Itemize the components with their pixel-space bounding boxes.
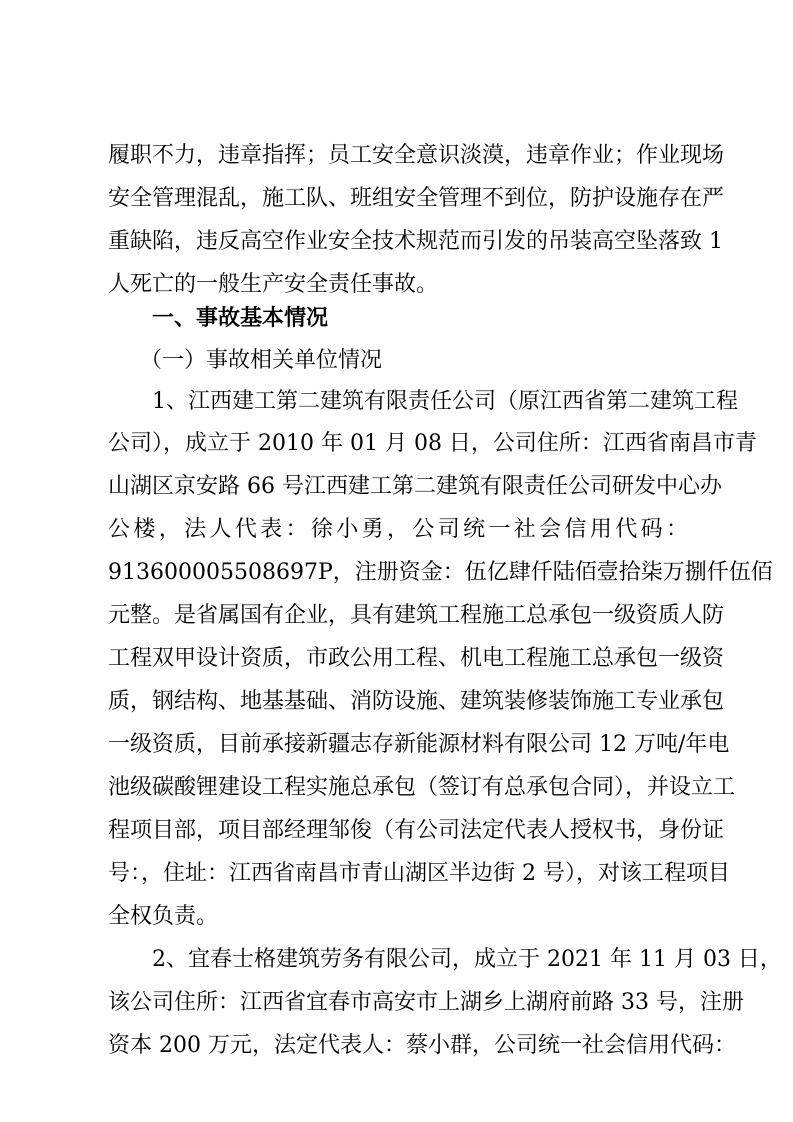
para1-line-7: 工程双甲设计资质，市政公用工程、机电工程施工总承包一级资 xyxy=(108,646,725,671)
para1-line-12: 号：，住址：江西省南昌市青山湖区半边街 2 号），对该工程项目 xyxy=(108,861,730,886)
intro-line-4: 人死亡的一般生产安全责任事故。 xyxy=(108,272,439,297)
para2-line-1: 2、宜春士格建筑劳务有限公司，成立于 2021 年 11 月 03 日， xyxy=(152,947,782,972)
intro-line-1: 履职不力，违章指挥；员工安全意识淡漠，违章作业；作业现场 xyxy=(108,143,725,168)
para1-line-8: 质，钢结构、地基基础、消防设施、建筑装修装饰施工专业承包 xyxy=(108,689,725,714)
section-heading: 一、事故基本情况 xyxy=(152,306,329,331)
intro-line-3: 重缺陷，违反高空作业安全技术规范而引发的吊装高空坠落致 1 xyxy=(108,229,723,254)
para1-line-2: 公司），成立于 2010 年 01 月 08 日，公司住所：江西省南昌市青 xyxy=(108,431,757,456)
para1-line-3: 山湖区京安路 66 号江西建工第二建筑有限责任公司研发中心办 xyxy=(108,474,722,499)
para1-line-9: 一级资质，目前承接新疆志存新能源材料有限公司 12 万吨/年电 xyxy=(108,732,730,757)
para1-line-5: 913600005508697P，注册资金：伍亿肆仟陆佰壹拾柒万捌仟伍佰 xyxy=(108,560,773,585)
para1-line-1: 1、江西建工第二建筑有限责任公司（原江西省第二建筑工程 xyxy=(152,389,738,414)
para1-line-6: 元整。是省属国有企业，具有建筑工程施工总承包一级资质人防 xyxy=(108,603,725,628)
subsection-heading: （一）事故相关单位情况 xyxy=(140,348,383,373)
intro-line-2: 安全管理混乱，施工队、班组安全管理不到位，防护设施存在严 xyxy=(108,186,725,211)
para1-line-10: 池级碳酸锂建设工程实施总承包（签订有总承包合同），并设立工 xyxy=(108,775,736,800)
para2-line-2: 该公司住所：江西省宜春市高安市上湖乡上湖府前路 33 号，注册 xyxy=(108,990,744,1015)
para2-line-3: 资本 200 万元，法定代表人：蔡小群，公司统一社会信用代码： xyxy=(108,1033,736,1058)
para1-line-13: 全权负责。 xyxy=(108,904,219,929)
para1-line-4: 公楼，法人代表：徐小勇，公司统一社会信用代码： xyxy=(108,517,688,542)
para1-line-11: 程项目部，项目部经理邹俊（有公司法定代表人授权书，身份证 xyxy=(108,818,725,843)
